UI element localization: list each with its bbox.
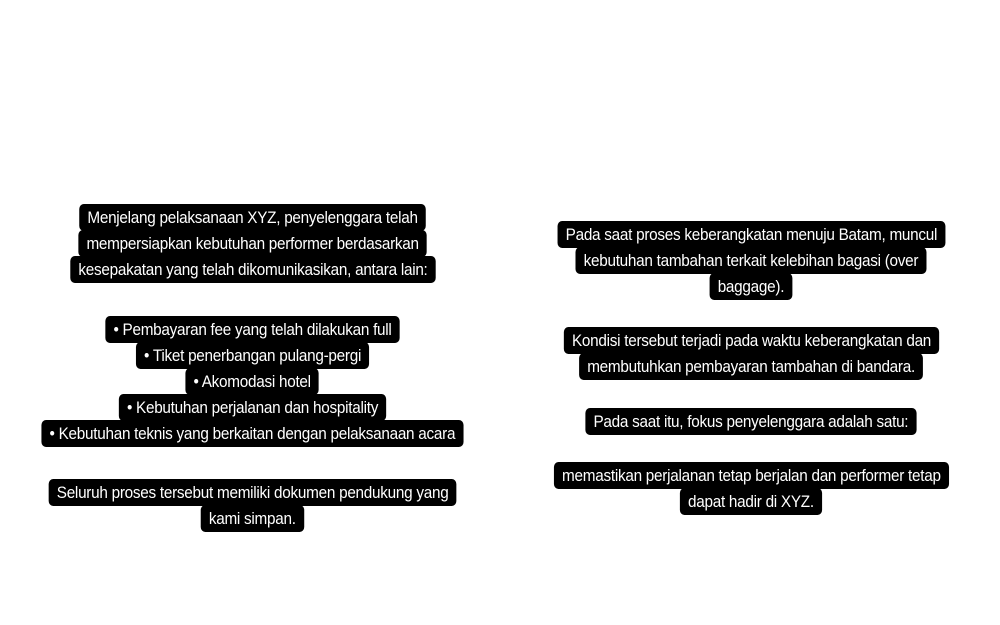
text-highlight: • Kebutuhan perjalanan dan hospitality [119, 394, 386, 421]
text-highlight: Seluruh proses tersebut memiliki dokumen pendukung yang [49, 479, 457, 506]
text-highlight: kebutuhan tambahan terkait kelebihan bagasi (over [576, 247, 927, 274]
text-highlight: • Kebutuhan teknis yang berkaitan dengan pelaksanaan acara [42, 420, 464, 447]
text-highlight: baggage). [710, 273, 793, 300]
text-highlight: Pada saat itu, fokus penyelenggara adalah satu: [585, 408, 916, 435]
bullet-item [0, 342, 505, 368]
text-line [502, 488, 1000, 514]
text-highlight: mempersiapkan kebutuhan performer berdasarkan [78, 230, 426, 257]
bullet-item [0, 316, 505, 342]
text-line [0, 230, 505, 256]
bullet-item [0, 368, 505, 394]
right-paragraph-2 [502, 327, 1000, 379]
left-bullet-list [0, 316, 505, 446]
text-line [502, 408, 1000, 434]
text-line [502, 221, 1000, 247]
text-highlight: Pada saat proses keberangkatan menuju Batam, muncul [557, 221, 945, 248]
text-highlight: kami simpan. [201, 505, 304, 532]
bullet-item [0, 420, 505, 446]
text-highlight: kesepakatan yang telah dikomunikasikan, antara lain: [70, 256, 435, 283]
text-line [502, 353, 1000, 379]
text-highlight: • Tiket penerbangan pulang-pergi [136, 342, 369, 369]
text-line [502, 327, 1000, 353]
text-highlight: dapat hadir di XYZ. [680, 488, 822, 515]
text-line [502, 462, 1000, 488]
text-highlight: Kondisi tersebut terjadi pada waktu keberangkatan dan [563, 327, 938, 354]
text-line [502, 273, 1000, 299]
text-line [0, 256, 505, 282]
right-paragraph-4 [502, 462, 1000, 514]
text-highlight: • Akomodasi hotel [186, 368, 319, 395]
bullet-item [0, 394, 505, 420]
right-paragraph-3 [502, 408, 1000, 434]
left-intro-block [0, 204, 505, 282]
right-paragraph-1 [502, 221, 1000, 299]
text-highlight: • Pembayaran fee yang telah dilakukan full [105, 316, 399, 343]
text-highlight: memastikan perjalanan tetap berjalan dan performer tetap [554, 462, 949, 489]
left-closing-block [0, 479, 505, 531]
text-line [502, 247, 1000, 273]
text-line [0, 505, 505, 531]
text-line [0, 479, 505, 505]
text-highlight: membutuhkan pembayaran tambahan di bandara. [579, 353, 923, 380]
text-highlight: Menjelang pelaksanaan XYZ, penyelenggara telah [79, 204, 426, 231]
text-line [0, 204, 505, 230]
